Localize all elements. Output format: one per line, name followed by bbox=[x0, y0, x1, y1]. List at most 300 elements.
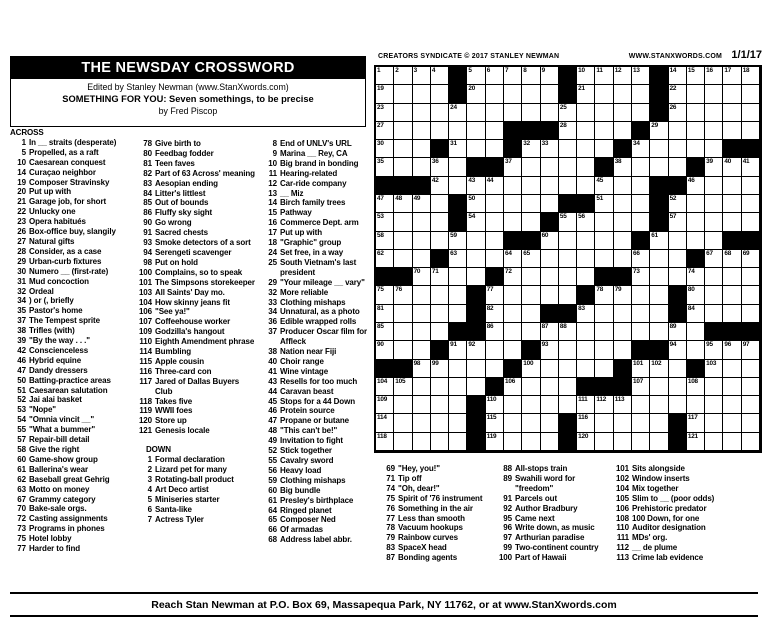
grid-cell[interactable] bbox=[449, 232, 467, 250]
grid-cell[interactable] bbox=[669, 104, 687, 122]
grid-cell[interactable] bbox=[486, 67, 504, 85]
grid-cell[interactable] bbox=[449, 177, 467, 195]
grid-cell[interactable] bbox=[376, 250, 394, 268]
grid-cell[interactable] bbox=[431, 158, 449, 176]
grid-cell[interactable] bbox=[394, 122, 412, 140]
grid-cell[interactable] bbox=[504, 323, 522, 341]
grid-cell[interactable] bbox=[632, 323, 650, 341]
grid-cell[interactable] bbox=[632, 268, 650, 286]
grid-cell[interactable] bbox=[413, 158, 431, 176]
grid-cell[interactable] bbox=[577, 158, 595, 176]
grid-cell[interactable] bbox=[614, 433, 632, 451]
grid-cell[interactable] bbox=[687, 396, 705, 414]
grid-cell[interactable] bbox=[669, 140, 687, 158]
grid-cell[interactable] bbox=[541, 177, 559, 195]
grid-cell[interactable] bbox=[614, 158, 632, 176]
grid-cell[interactable] bbox=[632, 433, 650, 451]
grid-cell[interactable] bbox=[522, 158, 540, 176]
grid-cell[interactable] bbox=[650, 268, 668, 286]
grid-cell[interactable] bbox=[632, 286, 650, 304]
grid-cell[interactable] bbox=[541, 67, 559, 85]
grid-cell[interactable] bbox=[376, 213, 394, 231]
grid-cell[interactable] bbox=[742, 85, 760, 103]
grid-cell[interactable] bbox=[541, 104, 559, 122]
grid-cell[interactable] bbox=[413, 268, 431, 286]
grid-cell[interactable] bbox=[522, 177, 540, 195]
grid-cell[interactable] bbox=[394, 286, 412, 304]
grid-cell[interactable] bbox=[486, 232, 504, 250]
grid-cell[interactable] bbox=[687, 104, 705, 122]
grid-cell[interactable] bbox=[467, 268, 485, 286]
grid-cell[interactable] bbox=[486, 85, 504, 103]
grid-cell[interactable] bbox=[449, 286, 467, 304]
grid-cell[interactable] bbox=[449, 396, 467, 414]
grid-cell[interactable] bbox=[394, 323, 412, 341]
grid-cell[interactable] bbox=[687, 305, 705, 323]
grid-cell[interactable] bbox=[595, 232, 613, 250]
grid-cell[interactable] bbox=[394, 85, 412, 103]
grid-cell[interactable] bbox=[541, 250, 559, 268]
grid-cell[interactable] bbox=[486, 360, 504, 378]
grid-cell[interactable] bbox=[522, 414, 540, 432]
grid-cell[interactable] bbox=[595, 433, 613, 451]
grid-cell[interactable] bbox=[394, 305, 412, 323]
grid-cell[interactable] bbox=[687, 140, 705, 158]
grid-cell[interactable] bbox=[650, 305, 668, 323]
grid-cell[interactable] bbox=[632, 250, 650, 268]
grid-cell[interactable] bbox=[449, 140, 467, 158]
grid-cell[interactable] bbox=[559, 122, 577, 140]
grid-cell[interactable] bbox=[614, 85, 632, 103]
grid-cell[interactable] bbox=[687, 341, 705, 359]
grid-cell[interactable] bbox=[541, 360, 559, 378]
grid-cell[interactable] bbox=[522, 213, 540, 231]
grid-cell[interactable] bbox=[559, 341, 577, 359]
grid-cell[interactable] bbox=[413, 414, 431, 432]
grid-cell[interactable] bbox=[431, 396, 449, 414]
grid-cell[interactable] bbox=[541, 268, 559, 286]
grid-cell[interactable] bbox=[595, 104, 613, 122]
grid-cell[interactable] bbox=[577, 85, 595, 103]
grid-cell[interactable] bbox=[394, 195, 412, 213]
grid-cell[interactable] bbox=[650, 378, 668, 396]
grid-cell[interactable] bbox=[614, 195, 632, 213]
grid-cell[interactable] bbox=[595, 414, 613, 432]
grid-cell[interactable] bbox=[577, 67, 595, 85]
grid-cell[interactable] bbox=[723, 378, 741, 396]
grid-cell[interactable] bbox=[413, 67, 431, 85]
grid-cell[interactable] bbox=[723, 250, 741, 268]
grid-cell[interactable] bbox=[394, 396, 412, 414]
grid-cell[interactable] bbox=[614, 67, 632, 85]
grid-cell[interactable] bbox=[504, 286, 522, 304]
grid-cell[interactable] bbox=[467, 122, 485, 140]
grid-cell[interactable] bbox=[559, 158, 577, 176]
grid-cell[interactable] bbox=[413, 140, 431, 158]
grid-cell[interactable] bbox=[595, 286, 613, 304]
grid-cell[interactable] bbox=[650, 250, 668, 268]
grid-cell[interactable] bbox=[413, 433, 431, 451]
grid-cell[interactable] bbox=[413, 232, 431, 250]
grid-cell[interactable] bbox=[504, 213, 522, 231]
grid-cell[interactable] bbox=[705, 396, 723, 414]
grid-cell[interactable] bbox=[394, 433, 412, 451]
grid-cell[interactable] bbox=[486, 286, 504, 304]
grid-cell[interactable] bbox=[541, 396, 559, 414]
grid-cell[interactable] bbox=[431, 232, 449, 250]
grid-cell[interactable] bbox=[632, 85, 650, 103]
grid-cell[interactable] bbox=[467, 232, 485, 250]
grid-cell[interactable] bbox=[723, 195, 741, 213]
grid-cell[interactable] bbox=[577, 305, 595, 323]
grid-cell[interactable] bbox=[376, 158, 394, 176]
grid-cell[interactable] bbox=[541, 433, 559, 451]
grid-cell[interactable] bbox=[541, 414, 559, 432]
grid-cell[interactable] bbox=[687, 323, 705, 341]
grid-cell[interactable] bbox=[486, 341, 504, 359]
grid-cell[interactable] bbox=[522, 85, 540, 103]
grid-cell[interactable] bbox=[669, 360, 687, 378]
grid-cell[interactable] bbox=[376, 286, 394, 304]
grid-cell[interactable] bbox=[504, 177, 522, 195]
grid-cell[interactable] bbox=[522, 195, 540, 213]
grid-cell[interactable] bbox=[723, 286, 741, 304]
grid-cell[interactable] bbox=[559, 323, 577, 341]
grid-cell[interactable] bbox=[669, 323, 687, 341]
grid-cell[interactable] bbox=[376, 414, 394, 432]
grid-cell[interactable] bbox=[467, 341, 485, 359]
grid-cell[interactable] bbox=[504, 341, 522, 359]
grid-cell[interactable] bbox=[431, 378, 449, 396]
grid-cell[interactable] bbox=[449, 433, 467, 451]
grid-cell[interactable] bbox=[413, 85, 431, 103]
grid-cell[interactable] bbox=[486, 250, 504, 268]
grid-cell[interactable] bbox=[650, 158, 668, 176]
grid-cell[interactable] bbox=[559, 177, 577, 195]
grid-cell[interactable] bbox=[669, 195, 687, 213]
grid-cell[interactable] bbox=[742, 360, 760, 378]
grid-cell[interactable] bbox=[504, 158, 522, 176]
grid-cell[interactable] bbox=[522, 67, 540, 85]
grid-cell[interactable] bbox=[632, 140, 650, 158]
grid-cell[interactable] bbox=[723, 341, 741, 359]
grid-cell[interactable] bbox=[541, 232, 559, 250]
grid-cell[interactable] bbox=[467, 250, 485, 268]
grid-cell[interactable] bbox=[504, 85, 522, 103]
grid-cell[interactable] bbox=[723, 104, 741, 122]
grid-cell[interactable] bbox=[577, 122, 595, 140]
grid-cell[interactable] bbox=[522, 396, 540, 414]
grid-cell[interactable] bbox=[413, 286, 431, 304]
grid-cell[interactable] bbox=[559, 396, 577, 414]
grid-cell[interactable] bbox=[742, 378, 760, 396]
grid-cell[interactable] bbox=[669, 378, 687, 396]
grid-cell[interactable] bbox=[467, 67, 485, 85]
grid-cell[interactable] bbox=[742, 286, 760, 304]
grid-cell[interactable] bbox=[376, 396, 394, 414]
grid-cell[interactable] bbox=[541, 286, 559, 304]
grid-cell[interactable] bbox=[650, 286, 668, 304]
grid-cell[interactable] bbox=[577, 396, 595, 414]
grid-cell[interactable] bbox=[614, 286, 632, 304]
grid-cell[interactable] bbox=[467, 104, 485, 122]
grid-cell[interactable] bbox=[376, 433, 394, 451]
grid-cell[interactable] bbox=[431, 414, 449, 432]
grid-cell[interactable] bbox=[705, 341, 723, 359]
grid-cell[interactable] bbox=[614, 341, 632, 359]
grid-cell[interactable] bbox=[559, 250, 577, 268]
grid-cell[interactable] bbox=[413, 250, 431, 268]
grid-cell[interactable] bbox=[431, 323, 449, 341]
grid-cell[interactable] bbox=[504, 195, 522, 213]
grid-cell[interactable] bbox=[595, 250, 613, 268]
grid-cell[interactable] bbox=[413, 396, 431, 414]
grid-cell[interactable] bbox=[541, 85, 559, 103]
grid-cell[interactable] bbox=[394, 378, 412, 396]
grid-cell[interactable] bbox=[705, 414, 723, 432]
grid-cell[interactable] bbox=[705, 85, 723, 103]
grid-cell[interactable] bbox=[559, 232, 577, 250]
grid-cell[interactable] bbox=[614, 122, 632, 140]
grid-cell[interactable] bbox=[632, 378, 650, 396]
grid-cell[interactable] bbox=[504, 104, 522, 122]
grid-cell[interactable] bbox=[431, 286, 449, 304]
grid-cell[interactable] bbox=[486, 195, 504, 213]
grid-cell[interactable] bbox=[669, 250, 687, 268]
grid-cell[interactable] bbox=[394, 213, 412, 231]
grid-cell[interactable] bbox=[632, 177, 650, 195]
grid-cell[interactable] bbox=[486, 305, 504, 323]
grid-cell[interactable] bbox=[376, 323, 394, 341]
grid-cell[interactable] bbox=[449, 250, 467, 268]
grid-cell[interactable] bbox=[504, 433, 522, 451]
grid-cell[interactable] bbox=[614, 213, 632, 231]
grid-cell[interactable] bbox=[614, 250, 632, 268]
grid-cell[interactable] bbox=[742, 122, 760, 140]
grid-cell[interactable] bbox=[376, 140, 394, 158]
grid-cell[interactable] bbox=[742, 158, 760, 176]
grid-cell[interactable] bbox=[705, 122, 723, 140]
grid-cell[interactable] bbox=[595, 323, 613, 341]
grid-cell[interactable] bbox=[376, 67, 394, 85]
grid-cell[interactable] bbox=[559, 213, 577, 231]
grid-cell[interactable] bbox=[522, 323, 540, 341]
grid-cell[interactable] bbox=[376, 195, 394, 213]
grid-cell[interactable] bbox=[541, 195, 559, 213]
grid-cell[interactable] bbox=[650, 323, 668, 341]
grid-cell[interactable] bbox=[687, 433, 705, 451]
grid-cell[interactable] bbox=[413, 104, 431, 122]
grid-cell[interactable] bbox=[467, 140, 485, 158]
grid-cell[interactable] bbox=[413, 360, 431, 378]
grid-cell[interactable] bbox=[413, 195, 431, 213]
grid-cell[interactable] bbox=[687, 122, 705, 140]
grid-cell[interactable] bbox=[632, 195, 650, 213]
grid-cell[interactable] bbox=[723, 396, 741, 414]
grid-cell[interactable] bbox=[376, 104, 394, 122]
grid-cell[interactable] bbox=[559, 286, 577, 304]
grid-cell[interactable] bbox=[632, 67, 650, 85]
grid-cell[interactable] bbox=[577, 433, 595, 451]
grid-cell[interactable] bbox=[650, 360, 668, 378]
grid-cell[interactable] bbox=[723, 158, 741, 176]
grid-cell[interactable] bbox=[669, 85, 687, 103]
grid-cell[interactable] bbox=[669, 158, 687, 176]
grid-cell[interactable] bbox=[431, 433, 449, 451]
grid-cell[interactable] bbox=[559, 104, 577, 122]
grid-cell[interactable] bbox=[431, 177, 449, 195]
grid-cell[interactable] bbox=[413, 323, 431, 341]
grid-cell[interactable] bbox=[705, 433, 723, 451]
grid-cell[interactable] bbox=[614, 305, 632, 323]
grid-cell[interactable] bbox=[394, 158, 412, 176]
grid-cell[interactable] bbox=[522, 360, 540, 378]
grid-cell[interactable] bbox=[486, 122, 504, 140]
grid-cell[interactable] bbox=[742, 177, 760, 195]
grid-cell[interactable] bbox=[431, 67, 449, 85]
grid-cell[interactable] bbox=[486, 213, 504, 231]
grid-cell[interactable] bbox=[413, 122, 431, 140]
grid-cell[interactable] bbox=[394, 414, 412, 432]
grid-cell[interactable] bbox=[431, 360, 449, 378]
grid-cell[interactable] bbox=[522, 286, 540, 304]
grid-cell[interactable] bbox=[486, 414, 504, 432]
grid-cell[interactable] bbox=[632, 360, 650, 378]
grid-cell[interactable] bbox=[541, 140, 559, 158]
grid-cell[interactable] bbox=[595, 177, 613, 195]
grid-cell[interactable] bbox=[431, 213, 449, 231]
grid-cell[interactable] bbox=[504, 378, 522, 396]
grid-cell[interactable] bbox=[431, 268, 449, 286]
grid-cell[interactable] bbox=[632, 396, 650, 414]
grid-cell[interactable] bbox=[449, 305, 467, 323]
grid-cell[interactable] bbox=[723, 414, 741, 432]
grid-cell[interactable] bbox=[376, 305, 394, 323]
grid-cell[interactable] bbox=[522, 305, 540, 323]
grid-cell[interactable] bbox=[431, 305, 449, 323]
grid-cell[interactable] bbox=[376, 122, 394, 140]
grid-cell[interactable] bbox=[504, 250, 522, 268]
grid-cell[interactable] bbox=[595, 396, 613, 414]
grid-cell[interactable] bbox=[467, 360, 485, 378]
grid-cell[interactable] bbox=[723, 67, 741, 85]
grid-cell[interactable] bbox=[394, 67, 412, 85]
grid-cell[interactable] bbox=[595, 305, 613, 323]
grid-cell[interactable] bbox=[614, 232, 632, 250]
grid-cell[interactable] bbox=[449, 268, 467, 286]
grid-cell[interactable] bbox=[705, 104, 723, 122]
grid-cell[interactable] bbox=[559, 378, 577, 396]
grid-cell[interactable] bbox=[705, 195, 723, 213]
grid-cell[interactable] bbox=[522, 378, 540, 396]
grid-cell[interactable] bbox=[742, 433, 760, 451]
grid-cell[interactable] bbox=[723, 305, 741, 323]
grid-cell[interactable] bbox=[687, 213, 705, 231]
grid-cell[interactable] bbox=[705, 250, 723, 268]
grid-cell[interactable] bbox=[723, 360, 741, 378]
grid-cell[interactable] bbox=[669, 232, 687, 250]
grid-cell[interactable] bbox=[376, 378, 394, 396]
grid-cell[interactable] bbox=[687, 414, 705, 432]
grid-cell[interactable] bbox=[687, 232, 705, 250]
grid-cell[interactable] bbox=[504, 414, 522, 432]
grid-cell[interactable] bbox=[595, 140, 613, 158]
grid-cell[interactable] bbox=[577, 360, 595, 378]
grid-cell[interactable] bbox=[705, 158, 723, 176]
grid-cell[interactable] bbox=[742, 104, 760, 122]
grid-cell[interactable] bbox=[394, 104, 412, 122]
grid-cell[interactable] bbox=[687, 286, 705, 304]
grid-cell[interactable] bbox=[705, 305, 723, 323]
grid-cell[interactable] bbox=[577, 341, 595, 359]
grid-cell[interactable] bbox=[595, 341, 613, 359]
grid-cell[interactable] bbox=[705, 67, 723, 85]
grid-cell[interactable] bbox=[522, 250, 540, 268]
grid-cell[interactable] bbox=[486, 140, 504, 158]
grid-cell[interactable] bbox=[467, 85, 485, 103]
grid-cell[interactable] bbox=[541, 378, 559, 396]
grid-cell[interactable] bbox=[632, 414, 650, 432]
grid-cell[interactable] bbox=[632, 104, 650, 122]
grid-cell[interactable] bbox=[669, 396, 687, 414]
grid-cell[interactable] bbox=[705, 286, 723, 304]
grid-cell[interactable] bbox=[705, 378, 723, 396]
grid-cell[interactable] bbox=[723, 268, 741, 286]
grid-cell[interactable] bbox=[742, 268, 760, 286]
grid-cell[interactable] bbox=[742, 195, 760, 213]
grid-cell[interactable] bbox=[705, 213, 723, 231]
grid-cell[interactable] bbox=[650, 414, 668, 432]
grid-cell[interactable] bbox=[723, 433, 741, 451]
grid-cell[interactable] bbox=[650, 232, 668, 250]
grid-cell[interactable] bbox=[394, 341, 412, 359]
grid-cell[interactable] bbox=[614, 414, 632, 432]
grid-cell[interactable] bbox=[504, 305, 522, 323]
grid-cell[interactable] bbox=[559, 360, 577, 378]
grid-cell[interactable] bbox=[394, 232, 412, 250]
grid-cell[interactable] bbox=[742, 414, 760, 432]
grid-cell[interactable] bbox=[614, 323, 632, 341]
grid-cell[interactable] bbox=[723, 85, 741, 103]
grid-cell[interactable] bbox=[394, 250, 412, 268]
grid-cell[interactable] bbox=[522, 104, 540, 122]
grid-cell[interactable] bbox=[669, 268, 687, 286]
grid-cell[interactable] bbox=[687, 177, 705, 195]
grid-cell[interactable] bbox=[723, 213, 741, 231]
grid-cell[interactable] bbox=[705, 177, 723, 195]
grid-cell[interactable] bbox=[742, 341, 760, 359]
grid-cell[interactable] bbox=[742, 67, 760, 85]
grid-cell[interactable] bbox=[449, 341, 467, 359]
grid-cell[interactable] bbox=[504, 396, 522, 414]
grid-cell[interactable] bbox=[449, 158, 467, 176]
grid-cell[interactable] bbox=[486, 177, 504, 195]
grid-cell[interactable] bbox=[669, 67, 687, 85]
grid-cell[interactable] bbox=[467, 195, 485, 213]
grid-cell[interactable] bbox=[632, 158, 650, 176]
grid-cell[interactable] bbox=[577, 140, 595, 158]
grid-cell[interactable] bbox=[467, 177, 485, 195]
grid-cell[interactable] bbox=[687, 85, 705, 103]
grid-cell[interactable] bbox=[632, 213, 650, 231]
grid-cell[interactable] bbox=[577, 104, 595, 122]
grid-cell[interactable] bbox=[650, 122, 668, 140]
grid-cell[interactable] bbox=[486, 396, 504, 414]
grid-cell[interactable] bbox=[705, 360, 723, 378]
grid-cell[interactable] bbox=[669, 213, 687, 231]
grid-cell[interactable] bbox=[705, 140, 723, 158]
grid-cell[interactable] bbox=[650, 140, 668, 158]
